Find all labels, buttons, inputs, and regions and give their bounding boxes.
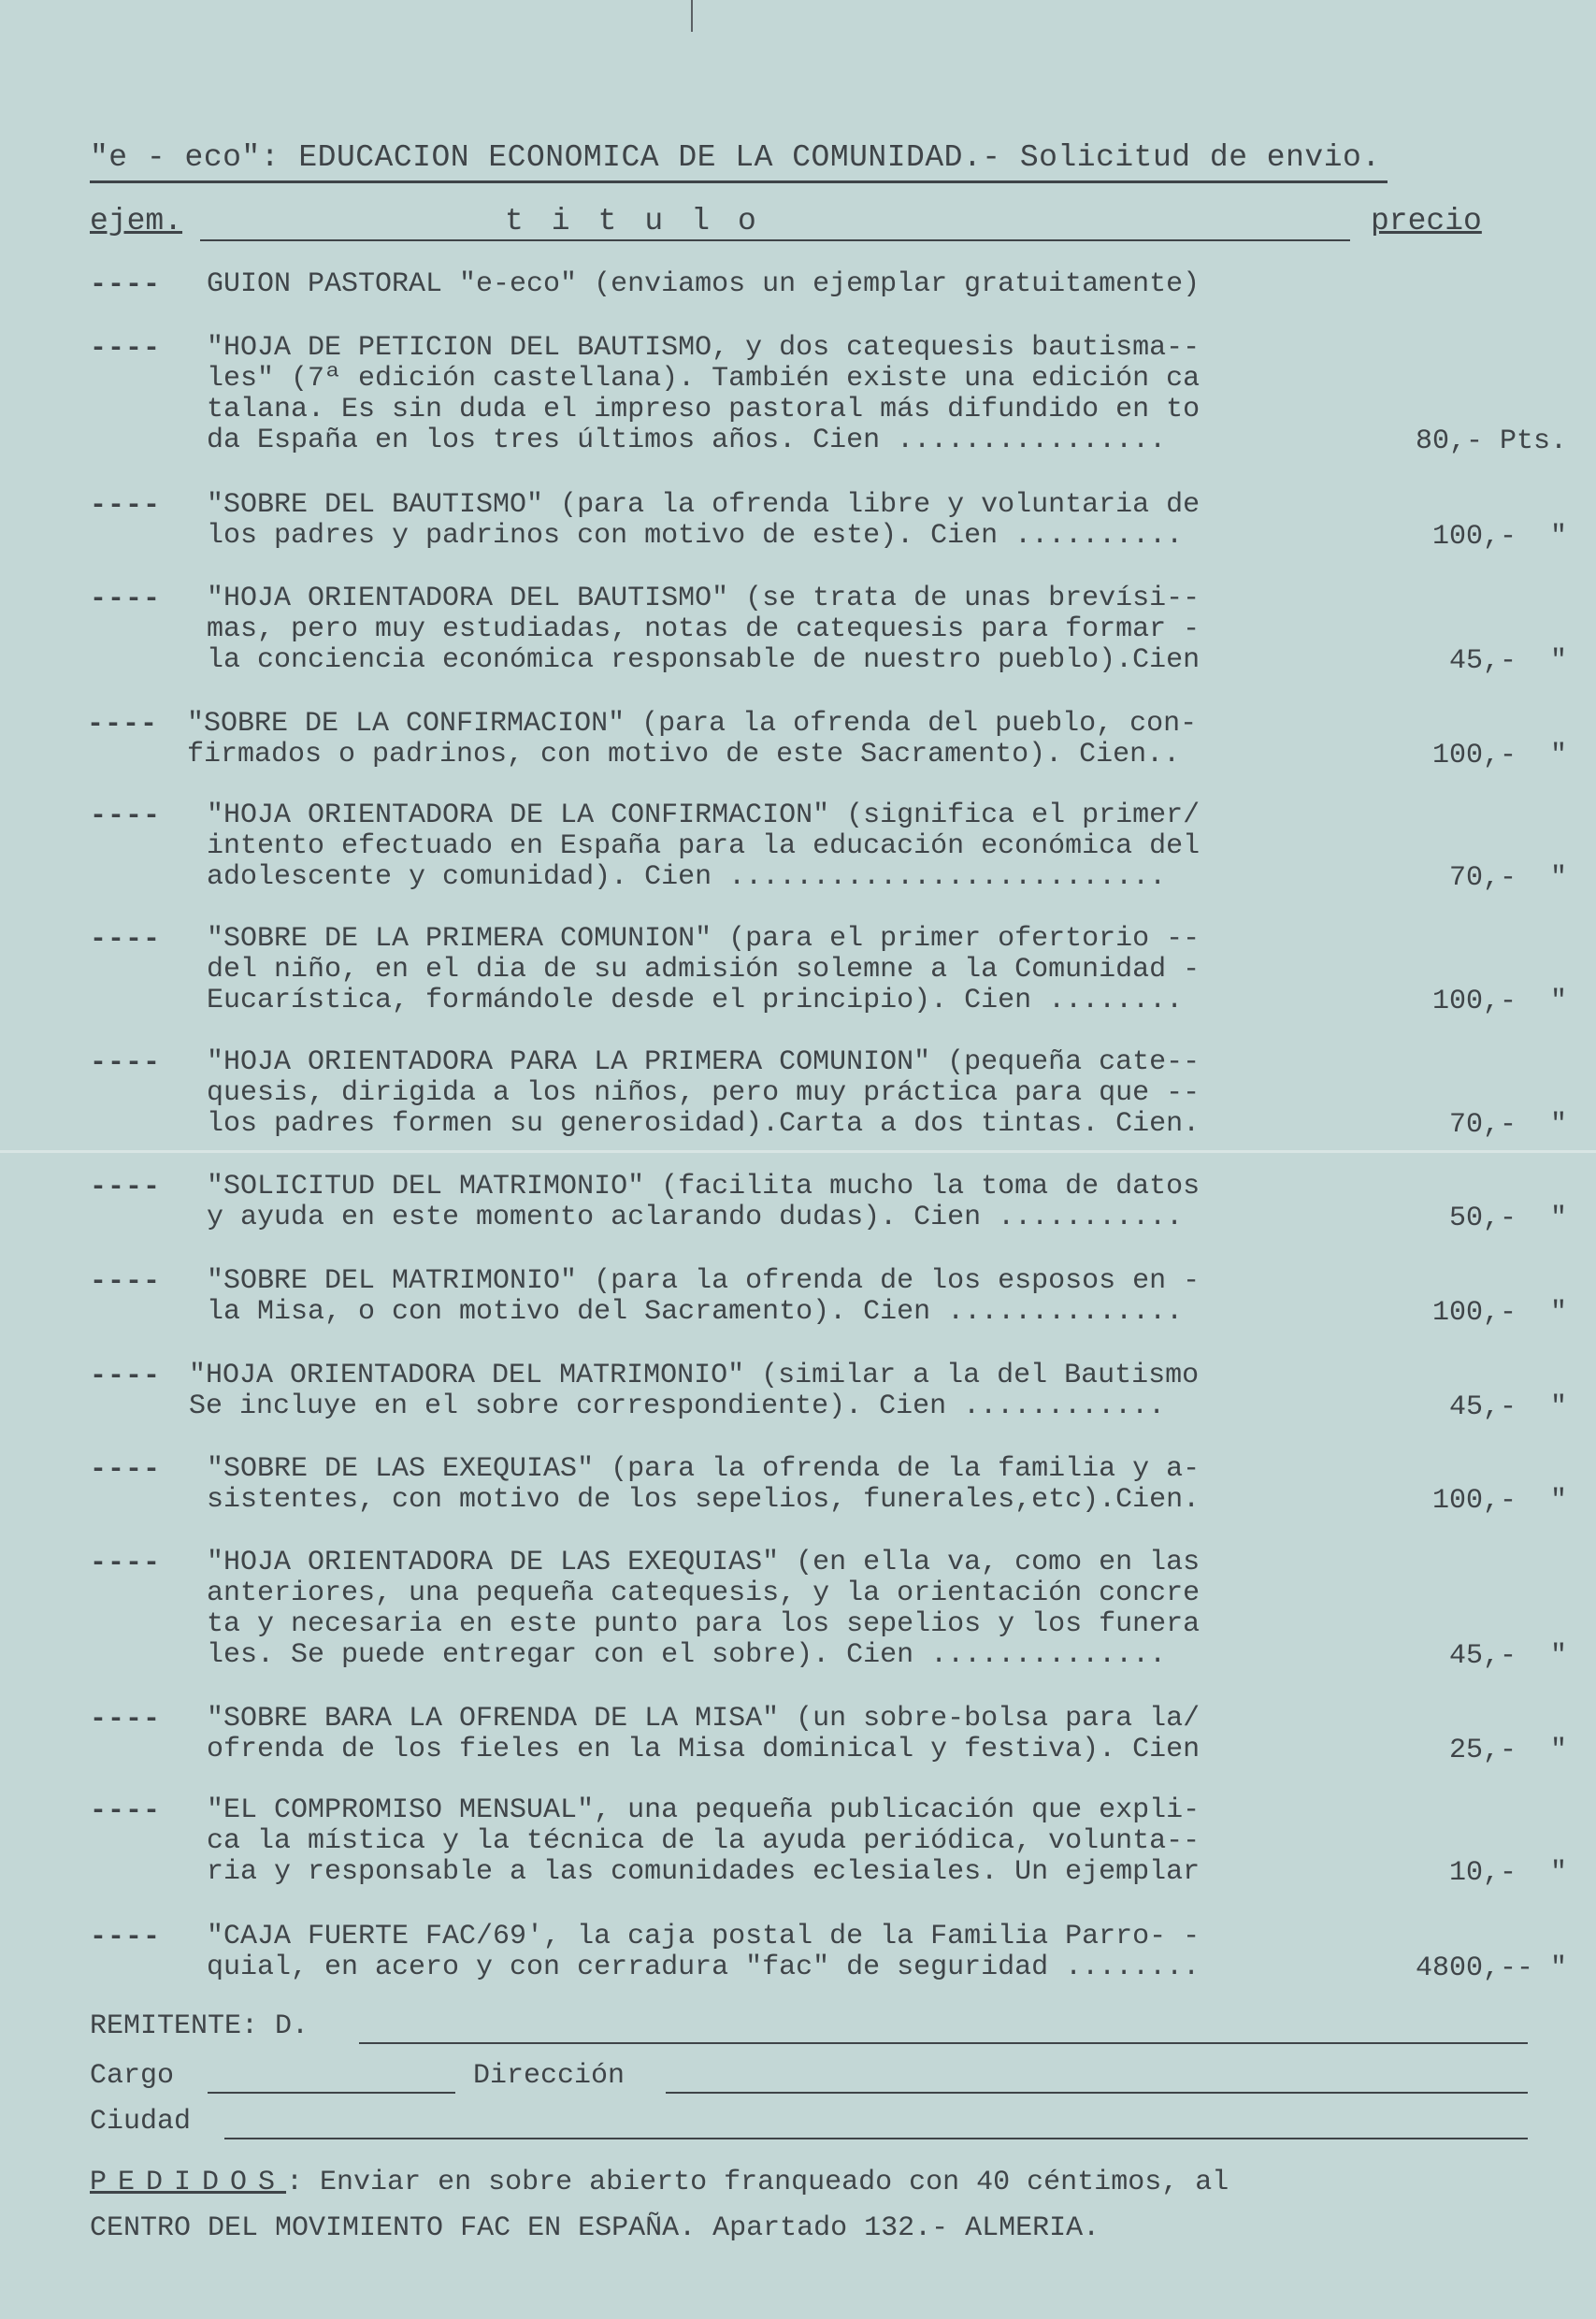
- paper-mark: [691, 0, 693, 32]
- pedidos-line-1: [90, 2167, 1229, 2198]
- direccion-label: Dirección: [473, 2060, 625, 2092]
- item-description: "SOBRE DEL BAUTISMO" (para la ofrenda libre y voluntaria de los padres y padrinos con motivo de este). Cien ..........: [207, 489, 1201, 552]
- item-description: "SOBRE DE LA CONFIRMACION" (para la ofrenda del pueblo, con- firmados o padrinos, con motivo de este Sacramento). Cien..: [187, 708, 1198, 771]
- quantity-blank: ----: [90, 490, 162, 522]
- quantity-blank: ----: [90, 1454, 162, 1486]
- quantity-blank: ----: [90, 800, 162, 832]
- titulo-underline: [200, 239, 1350, 241]
- ciudad-field[interactable]: [224, 2138, 1528, 2139]
- quantity-blank: ----: [90, 1047, 162, 1079]
- item-description: GUION PASTORAL "e-eco" (enviamos un ejemplar gratuitamente): [207, 268, 1201, 300]
- remitente-field[interactable]: [359, 2042, 1528, 2044]
- item-description: "SOBRE BARA LA OFRENDA DE LA MISA" (un sobre-bolsa para la/ ofrenda de los fieles en la Misa dominical y festiva). Cien: [207, 1703, 1201, 1765]
- item-price: 70,- ": [1448, 1109, 1567, 1141]
- item-description: "HOJA ORIENTADORA DE LA CONFIRMACION" (significa el primer/ intento efectuado en España para la educación económica del adolescente y comunidad). Cien ..........................: [207, 799, 1201, 893]
- item-price: 100,- ": [1431, 521, 1567, 553]
- item-description: "SOBRE DE LAS EXEQUIAS" (para la ofrenda de la familia y a- sistentes, con motivo de los sepelios, funerales,etc).Cien.: [207, 1453, 1201, 1516]
- quantity-blank: ----: [90, 269, 162, 301]
- quantity-blank: ----: [90, 1361, 162, 1392]
- document-title: "e - eco": EDUCACION ECONOMICA DE LA COMUNIDAD.- Solicitud de envio.: [90, 140, 1381, 175]
- cargo-field[interactable]: [208, 2092, 455, 2094]
- item-price: 4800,-- ": [1415, 1952, 1567, 1984]
- quantity-blank: ----: [90, 333, 162, 365]
- quantity-blank: ----: [90, 1172, 162, 1203]
- quantity-blank: ----: [90, 1795, 162, 1827]
- item-price: 100,- ": [1431, 1297, 1567, 1329]
- direccion-field[interactable]: [666, 2092, 1528, 2094]
- ciudad-label: Ciudad: [90, 2106, 192, 2138]
- item-price: 70,- ": [1448, 862, 1567, 894]
- item-description: "HOJA DE PETICION DEL BAUTISMO, y dos catequesis bautisma-- les" (7ª edición castellana). También existe una edición ca talana. Es sin duda el impreso pastoral más difundido en to da España en los tres últimos años. Cien ................: [207, 332, 1201, 456]
- item-price: 25,- ": [1448, 1735, 1567, 1766]
- item-price: 10,- ": [1448, 1857, 1567, 1889]
- column-ejem: ejem.: [90, 204, 183, 238]
- item-description: "CAJA FUERTE FAC/69', la caja postal de la Familia Parro- - quial, en acero y con cerradura "fac" de seguridad ........: [207, 1921, 1201, 1983]
- item-price: 100,- ": [1431, 986, 1567, 1017]
- column-titulo: titulo: [505, 204, 784, 238]
- item-price: 100,- ": [1431, 740, 1567, 771]
- cargo-label: Cargo: [90, 2060, 175, 2092]
- remitente-label: REMITENTE: D.: [90, 2010, 309, 2042]
- item-description: "EL COMPROMISO MENSUAL", una pequeña publicación que expli- ca la mística y la técnica de la ayuda periódica, volunta-- ria y responsable a las comunidades eclesiales. Un ejemplar: [207, 1794, 1201, 1888]
- item-price: 45,- ": [1448, 645, 1567, 677]
- pedidos-label: PEDIDOS: [90, 2167, 287, 2198]
- item-description: "SOLICITUD DEL MATRIMONIO" (facilita mucho la toma de datos y ayuda en este momento aclarando dudas). Cien ...........: [207, 1171, 1201, 1233]
- fold-crease: [0, 1150, 1596, 1153]
- item-price: 80,- Pts.: [1415, 425, 1567, 457]
- quantity-blank: ----: [90, 1704, 162, 1736]
- item-description: "HOJA ORIENTADORA DEL BAUTISMO" (se trata de unas brevísi-- mas, pero muy estudiadas, notas de catequesis para formar - la conciencia económica responsable de nuestro pueblo).Cien: [207, 583, 1201, 676]
- quantity-blank: ----: [90, 1548, 162, 1579]
- quantity-blank: ----: [90, 583, 162, 615]
- title-underline: [90, 180, 1388, 183]
- item-price: 100,- ": [1431, 1485, 1567, 1517]
- pedidos-colon: :: [286, 2167, 304, 2198]
- item-price: 45,- ": [1448, 1391, 1567, 1423]
- item-description: "SOBRE DE LA PRIMERA COMUNION" (para el primer ofertorio -- del niño, en el dia de su admisión solemne a la Comunidad - Eucarística, formándole desde el principio). Cien ........: [207, 923, 1201, 1016]
- quantity-blank: ----: [90, 1922, 162, 1953]
- quantity-blank: ----: [90, 924, 162, 956]
- quantity-blank: ----: [87, 709, 159, 741]
- item-price: 45,- ": [1448, 1640, 1567, 1672]
- item-description: "HOJA ORIENTADORA PARA LA PRIMERA COMUNION" (pequeña cate-- quesis, dirigida a los niños, pero muy práctica para que -- los padres formen su generosidad).Carta a dos tintas. Cien.: [207, 1046, 1201, 1140]
- quantity-blank: ----: [90, 1266, 162, 1298]
- item-description: "SOBRE DEL MATRIMONIO" (para la ofrenda de los esposos en - la Misa, o con motivo del Sacramento). Cien ..............: [207, 1265, 1201, 1328]
- item-description: "HOJA ORIENTADORA DEL MATRIMONIO" (similar a la del Bautismo Se incluye en el sobre correspondiente). Cien ............: [189, 1360, 1200, 1422]
- item-price: 50,- ": [1448, 1203, 1567, 1234]
- item-description: "HOJA ORIENTADORA DE LAS EXEQUIAS" (en ella va, como en las anteriores, una pequeña catequesis, y la orientación concre ta y necesaria en este punto para los sepelios y los funera les. Se puede entregar con el sobre). Cien ..............: [207, 1547, 1201, 1671]
- pedidos-instructions: Enviar en sobre abierto franqueado con 40 céntimos, al: [303, 2167, 1229, 2198]
- column-precio: precio: [1371, 204, 1482, 238]
- pedidos-address: CENTRO DEL MOVIMIENTO FAC EN ESPAÑA. Apartado 132.- ALMERIA.: [90, 2212, 1100, 2244]
